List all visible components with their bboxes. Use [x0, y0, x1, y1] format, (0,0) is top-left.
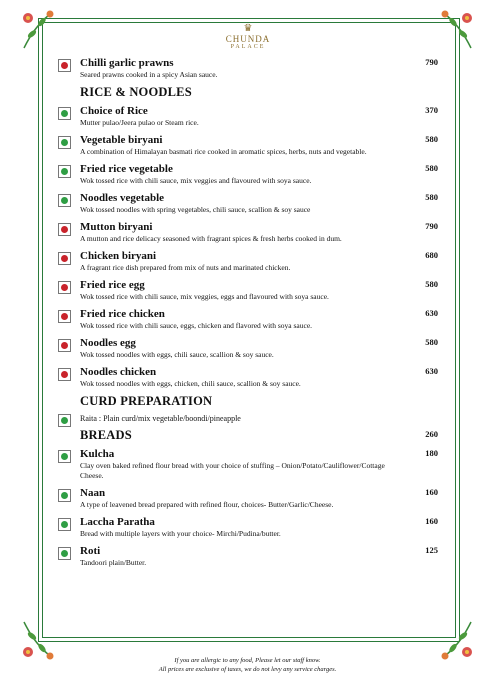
item-price: 630 — [425, 366, 438, 376]
item-name: Chicken biryani — [80, 250, 157, 262]
menu-item — [58, 220, 440, 244]
floral-corner-icon — [20, 8, 64, 52]
section-title-curd: CURD PREPARATION — [80, 394, 213, 408]
item-name: Kulcha — [80, 448, 115, 460]
item-name: Noodles vegetable — [80, 192, 165, 204]
menu-item — [58, 191, 440, 215]
menu-item — [58, 307, 440, 331]
item-name: Raita : Plain curd/mix vegetable/boondi/pineapple — [80, 414, 241, 423]
menu-item — [58, 104, 440, 128]
item-price: 180 — [425, 448, 438, 458]
rice-noodles-list — [58, 104, 440, 389]
logo-line2: PALACE — [230, 44, 266, 50]
menu-item — [58, 249, 440, 273]
breads-list — [58, 447, 440, 568]
footer-note — [0, 656, 495, 674]
item-price: 580 — [425, 163, 438, 173]
menu-item — [58, 162, 440, 186]
item-name: Fried rice vegetable — [80, 163, 173, 175]
item-description: Tandoori plain/Butter. — [80, 558, 147, 567]
veg-indicator-icon — [58, 165, 71, 178]
item-description: Clay oven baked refined flour bread with your choice of stuffing – Onion/Potato/Cauliflower/Cottage Cheese. — [80, 461, 385, 480]
item-name: Fried rice chicken — [80, 308, 165, 320]
menu-content — [58, 56, 440, 573]
menu-item — [58, 365, 440, 389]
item-price: 160 — [425, 487, 438, 497]
logo — [222, 24, 274, 50]
item-description: Bread with multiple layers with your choice- Mirchi/Pudina/butter. — [80, 529, 281, 538]
veg-indicator-icon — [58, 547, 71, 560]
nonveg-indicator-icon — [58, 252, 71, 265]
section-title-breads: BREADS — [80, 428, 132, 442]
item-price: 260 — [425, 429, 438, 439]
veg-indicator-icon — [58, 414, 71, 427]
item-description: Seared prawns cooked in a spicy Asian sauce. — [80, 70, 218, 79]
item-name: Noodles chicken — [80, 366, 157, 378]
item-description: Wok tossed noodles with eggs, chicken, chili sauce, scallion & soy sauce. — [80, 379, 301, 388]
veg-indicator-icon — [58, 194, 71, 207]
item-price: 790 — [425, 57, 438, 67]
item-price: 580 — [425, 279, 438, 289]
menu-item — [58, 515, 440, 539]
item-price: 370 — [425, 105, 438, 115]
footer-line1: If you are allergic to any food, Please let our staff know. — [174, 657, 321, 664]
veg-indicator-icon — [58, 450, 71, 463]
footer-line2: All prices are exclusive of taxes, we do not levy any service charges. — [158, 666, 337, 673]
item-name: Mutton biryani — [80, 221, 153, 233]
item-name: Choice of Rice — [80, 105, 148, 117]
item-description: Wok tossed rice with chili sauce, mix veggies and flavoured with soya sauce. — [80, 176, 312, 185]
nonveg-indicator-icon — [58, 281, 71, 294]
veg-indicator-icon — [58, 136, 71, 149]
item-description: Wok tossed rice with chili sauce, eggs, chicken and flavored with soya sauce. — [80, 321, 313, 330]
item-description: A mutton and rice delicacy seasoned with fragrant spices & fresh herbs cooked in dum. — [80, 234, 342, 243]
item-name: Vegetable biryani — [80, 134, 163, 146]
menu-item — [58, 278, 440, 302]
veg-indicator-icon — [58, 489, 71, 502]
veg-indicator-icon — [58, 518, 71, 531]
item-price: 580 — [425, 192, 438, 202]
item-price: 680 — [425, 250, 438, 260]
item-description: A combination of Himalayan basmati rice cooked in aromatic spices, herbs, nuts and vegetable. — [80, 147, 367, 156]
item-description: Wok tossed noodles with spring vegetables, chili sauce, scallion & soy sauce — [80, 205, 311, 214]
item-price: 580 — [425, 134, 438, 144]
nonveg-indicator-icon — [58, 339, 71, 352]
item-price: 580 — [425, 337, 438, 347]
item-price: 160 — [425, 516, 438, 526]
item-name: Fried rice egg — [80, 279, 145, 291]
item-description: Mutter pulao/Jeera pulao or Steam rice. — [80, 118, 199, 127]
veg-indicator-icon — [58, 107, 71, 120]
item-description: Wok tossed noodles with eggs, chili sauce, scallion & soy sauce. — [80, 350, 274, 359]
item-name: Roti — [80, 545, 101, 557]
menu-item — [58, 133, 440, 157]
item-description: A fragrant rice dish prepared from mix of nuts and marinated chicken. — [80, 263, 291, 272]
item-name: Chilli garlic prawns — [80, 57, 174, 69]
section-title-rice-noodles: RICE & NOODLES — [80, 85, 192, 99]
menu-item — [58, 447, 440, 481]
nonveg-indicator-icon — [58, 223, 71, 236]
menu-item — [58, 56, 440, 80]
item-name: Noodles egg — [80, 337, 136, 349]
menu-item — [58, 544, 440, 568]
nonveg-indicator-icon — [58, 310, 71, 323]
item-price: 790 — [425, 221, 438, 231]
nonveg-indicator-icon — [58, 59, 71, 72]
item-price: 630 — [425, 308, 438, 318]
floral-corner-icon — [431, 8, 475, 52]
item-name: Laccha Paratha — [80, 516, 155, 528]
nonveg-indicator-icon — [58, 368, 71, 381]
item-description: A type of leavened bread prepared with refined flour, choices- Butter/Garlic/Cheese. — [80, 500, 334, 509]
crown-icon: ♛ — [243, 23, 253, 34]
item-name: Naan — [80, 487, 106, 499]
item-price: 125 — [425, 545, 438, 555]
menu-item — [58, 486, 440, 510]
logo-line1: CHUNDA — [225, 34, 271, 44]
item-description: Wok tossed rice with chili sauce, mix veggies, eggs and flavoured with soya sauce. — [80, 292, 329, 301]
menu-item — [58, 336, 440, 360]
